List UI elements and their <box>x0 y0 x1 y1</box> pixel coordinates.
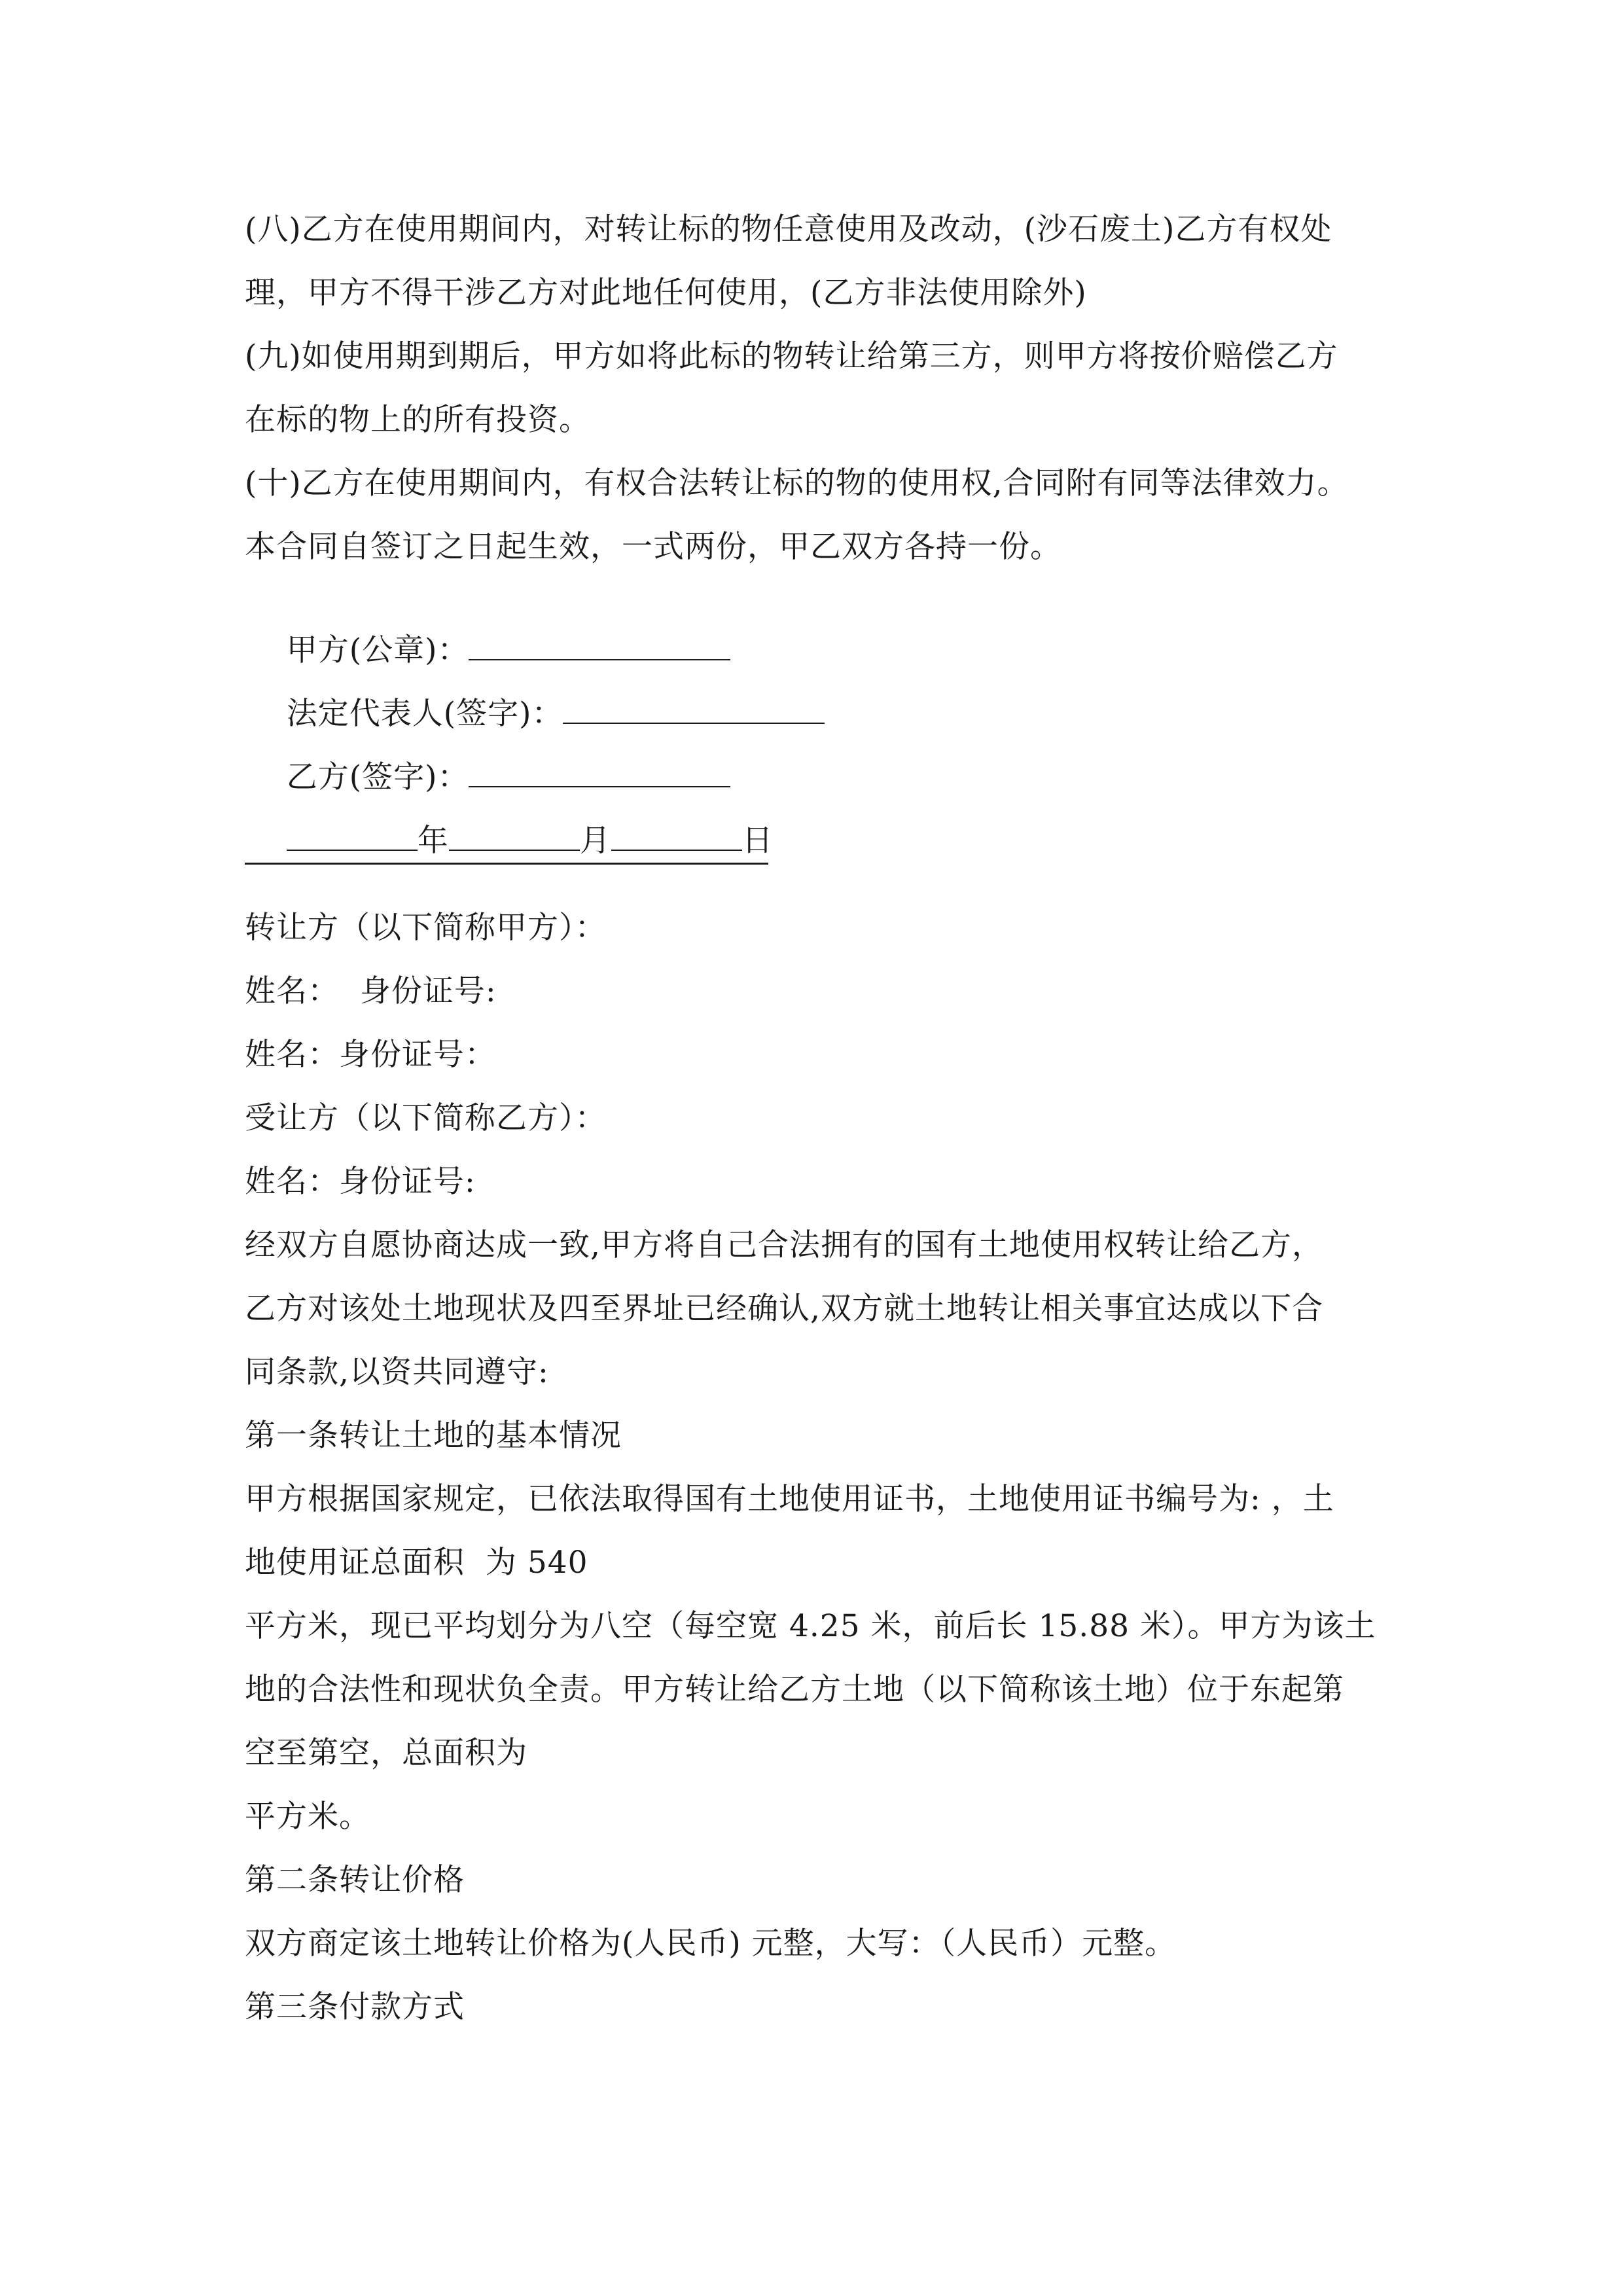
article-2-line-1: 双方商定该土地转让价格为(人民币) 元整，大写：（人民币）元整。 <box>245 1926 1177 1962</box>
legal-rep-signature-row <box>245 655 825 732</box>
intro-line-2: 乙方对该处土地现状及四至界址已经确认,双方就土地转让相关事宜达成以下合 <box>245 1291 1323 1327</box>
article-1-title: 第一条转让土地的基本情况 <box>245 1418 622 1454</box>
clause-10-line-1: (十)乙方在使用期间内，有权合法转让标的物的使用权,合同附有同等法律效力。 <box>245 465 1349 501</box>
transferee-heading: 受让方（以下简称乙方）： <box>245 1100 607 1136</box>
date-row <box>245 781 774 859</box>
article-1-line-5: 空至第空，总面积为 <box>245 1735 527 1771</box>
party-a-label: 甲方(公章)： <box>286 632 469 668</box>
article-1-line-1: 甲方根据国家规定，已依法取得国有土地使用证书，土地使用证书编号为: ，土 <box>245 1481 1334 1517</box>
year-blank <box>287 821 418 851</box>
transferor-name-2: 姓名：身份证号： <box>245 1037 496 1073</box>
article-1-line-3: 平方米，现已平均划分为八空（每空宽 4.25 米，前后长 15.88 米）。甲方为该土 <box>245 1608 1376 1644</box>
party-b-signature-row <box>245 718 730 795</box>
transferor-name-1: 姓名： 身份证号: <box>245 973 497 1009</box>
day-blank <box>611 821 742 851</box>
intro-line-3: 同条款,以资共同遵守: <box>245 1354 549 1390</box>
article-1-line-4: 地的合法性和现状负全责。甲方转让给乙方土地（以下简称该土地）位于东起第 <box>245 1672 1344 1708</box>
party-b-label: 乙方(签字)： <box>286 759 469 795</box>
effect-clause: 本合同自签订之日起生效，一式两份，甲乙双方各持一份。 <box>245 529 1061 565</box>
transferor-heading: 转让方（以下简称甲方）： <box>245 910 607 946</box>
legal-rep-label: 法定代表人(签字)： <box>286 696 563 732</box>
month-label: 月 <box>579 823 611 859</box>
article-1-line-6: 平方米。 <box>245 1799 370 1835</box>
clause-9-line-2: 在标的物上的所有投资。 <box>245 402 590 438</box>
clause-8-line-1: (八)乙方在使用期间内，对转让标的物任意使用及改动，(沙石废土)乙方有权处 <box>245 211 1332 247</box>
transferee-name: 姓名：身份证号: <box>245 1164 476 1200</box>
article-1-line-2: 地使用证总面积 为 540 <box>245 1545 588 1581</box>
article-3-title: 第三条付款方式 <box>245 1989 465 2025</box>
intro-line-1: 经双方自愿协商达成一致,甲方将自己合法拥有的国有土地使用权转让给乙方， <box>245 1227 1323 1263</box>
clause-9-line-1: (九)如使用期到期后，甲方如将此标的物转让给第三方，则甲方将按价赔偿乙方 <box>245 338 1338 374</box>
day-label: 日 <box>741 823 774 859</box>
section-divider <box>245 863 768 865</box>
month-blank <box>449 821 580 851</box>
year-label: 年 <box>417 823 449 859</box>
clause-8-line-2: 理，甲方不得干涉乙方对此地任何使用，(乙方非法使用除外) <box>245 275 1087 311</box>
party-a-signature-row <box>245 591 730 668</box>
article-2-title: 第二条转让价格 <box>245 1862 465 1898</box>
